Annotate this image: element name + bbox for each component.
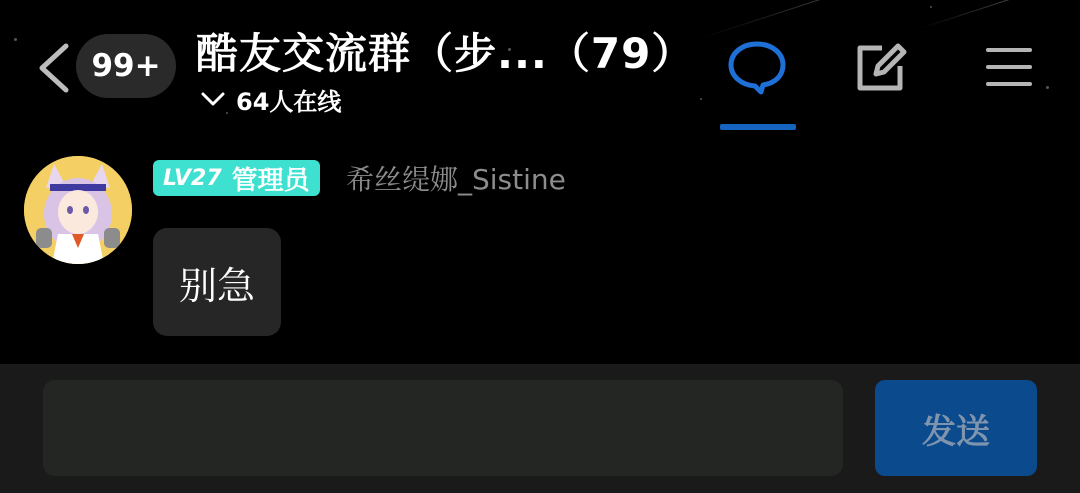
- back-icon[interactable]: [34, 40, 78, 96]
- send-button[interactable]: 发送: [875, 380, 1037, 476]
- online-count: 64人在线: [236, 87, 342, 116]
- background-star: [700, 98, 702, 100]
- active-tab-indicator: [720, 124, 796, 130]
- user-badge: [153, 160, 320, 196]
- menu-icon[interactable]: [984, 44, 1034, 90]
- sender-name[interactable]: 希丝缇娜_Sistine: [346, 163, 566, 196]
- role-label: 管理员: [231, 165, 310, 196]
- background-star: [930, 6, 932, 8]
- unread-badge[interactable]: 99+: [76, 34, 176, 98]
- chevron-down-icon: [200, 89, 226, 109]
- background-star: [14, 38, 17, 41]
- message-input[interactable]: [43, 380, 843, 476]
- message-text: 别急: [179, 263, 256, 308]
- background-streak: [920, 0, 1034, 29]
- avatar[interactable]: [24, 156, 132, 264]
- message-bubble[interactable]: [153, 228, 281, 336]
- online-status[interactable]: [200, 82, 341, 116]
- level-label: LV27: [163, 165, 222, 191]
- background-star: [1046, 86, 1049, 89]
- chat-icon[interactable]: [725, 38, 789, 96]
- background-streak: [700, 0, 871, 39]
- avatar-image: [24, 156, 132, 264]
- page-title: 酷友交流群（步...（79）: [196, 29, 695, 78]
- edit-icon[interactable]: [852, 40, 908, 96]
- input-bar: [0, 364, 1080, 493]
